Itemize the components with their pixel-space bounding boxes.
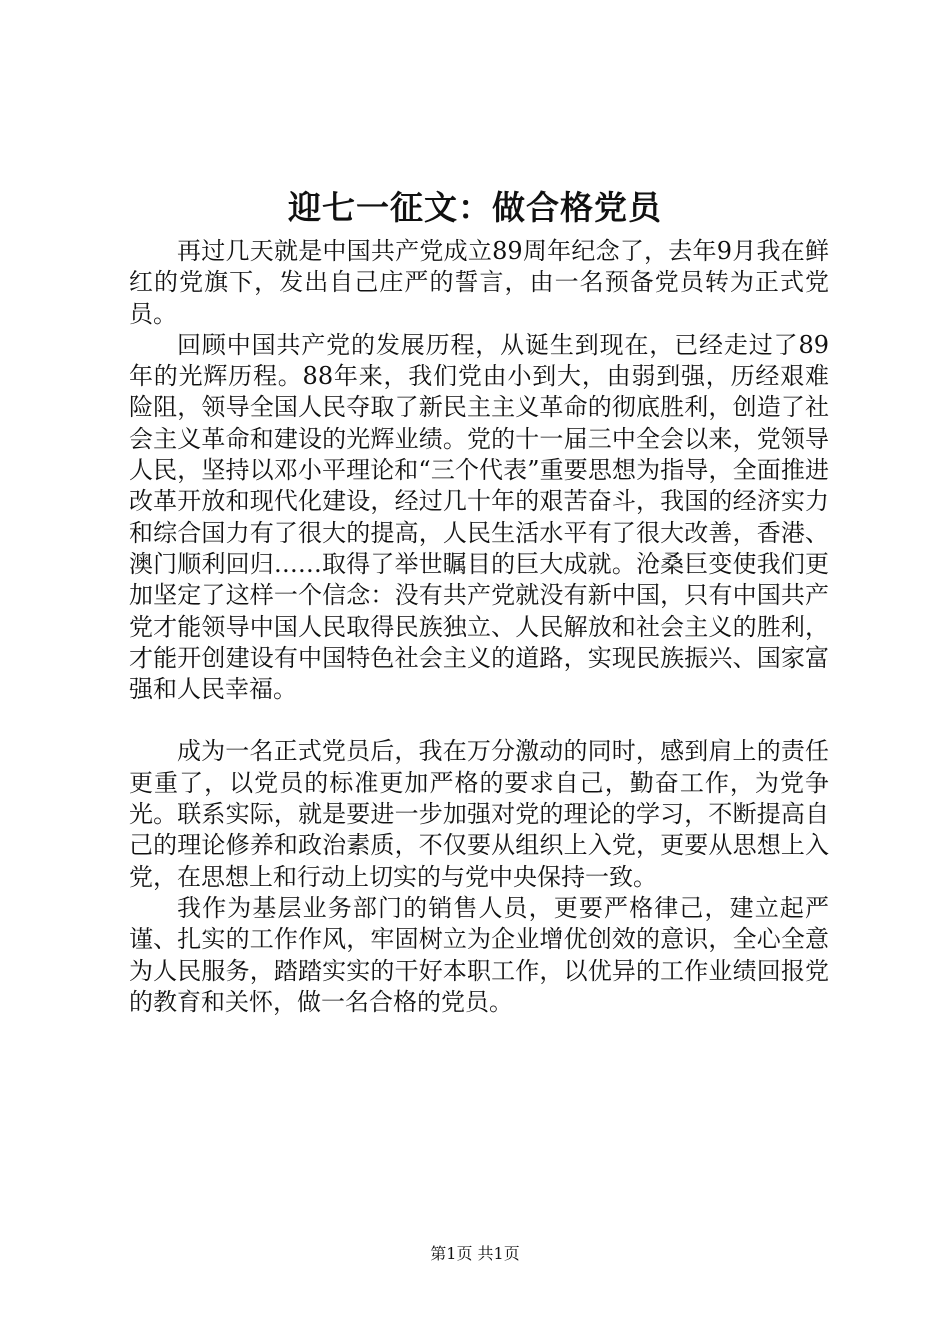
document-body: [129, 236, 829, 1018]
document-title: 迎七一征文：做合格党员: [288, 188, 662, 227]
paragraph-3: 成为一名正式党员后，我在万分激动的同时，感到肩上的责任更重了，以党员的标准更加严格的要求自己，勤奋工作，为党争光。联系实际，就是要进一步加强对党的理论的学习，不断提高自己的理论修养和政治素质，不仅要从组织上入党，更要从思想上入党，在思想上和行动上切实的与党中央保持一致。: [129, 737, 829, 891]
paragraph-2: 回顾中国共产党的发展历程，从诞生到现在，已经走过了89年的光辉历程。88年来，我们党由小到大，由弱到强，历经艰难险阻，领导全国人民夺取了新民主主义革命的彻底胜利，创造了社会主义革命和建设的光辉业绩。党的十一届三中全会以来，党领导人民，坚持以邓小平理论和“三个代表”重要思想为指导，全面推进改革开放和现代化建设，经过几十年的艰苦奋斗，我国的经济实力和综合国力有了很大的提高，人民生活水平有了很大改善，香港、澳门顺利回归……取得了举世瞩目的巨大成就。沧桑巨变使我们更加坚定了这样一个信念：没有共产党就没有新中国，只有中国共产党才能领导中国人民取得民族独立、人民解放和社会主义的胜利，才能开创建设有中国特色社会主义的道路，实现民族振兴、国家富强和人民幸福。: [129, 330, 829, 704]
paragraph-4: 我作为基层业务部门的销售人员，更要严格律己，建立起严谨、扎实的工作作风，牢固树立为企业增优创效的意识，全心全意为人民服务，踏踏实实的干好本职工作，以优异的工作业绩回报党的教育和关怀，做一名合格的党员。: [129, 893, 829, 1016]
page-number-footer: 第1页 共1页: [430, 1244, 520, 1263]
paragraph-1: 再过几天就是中国共产党成立89周年纪念了，去年9月我在鲜红的党旗下，发出自己庄严的誓言，由一名预备党员转为正式党员。: [129, 237, 829, 328]
